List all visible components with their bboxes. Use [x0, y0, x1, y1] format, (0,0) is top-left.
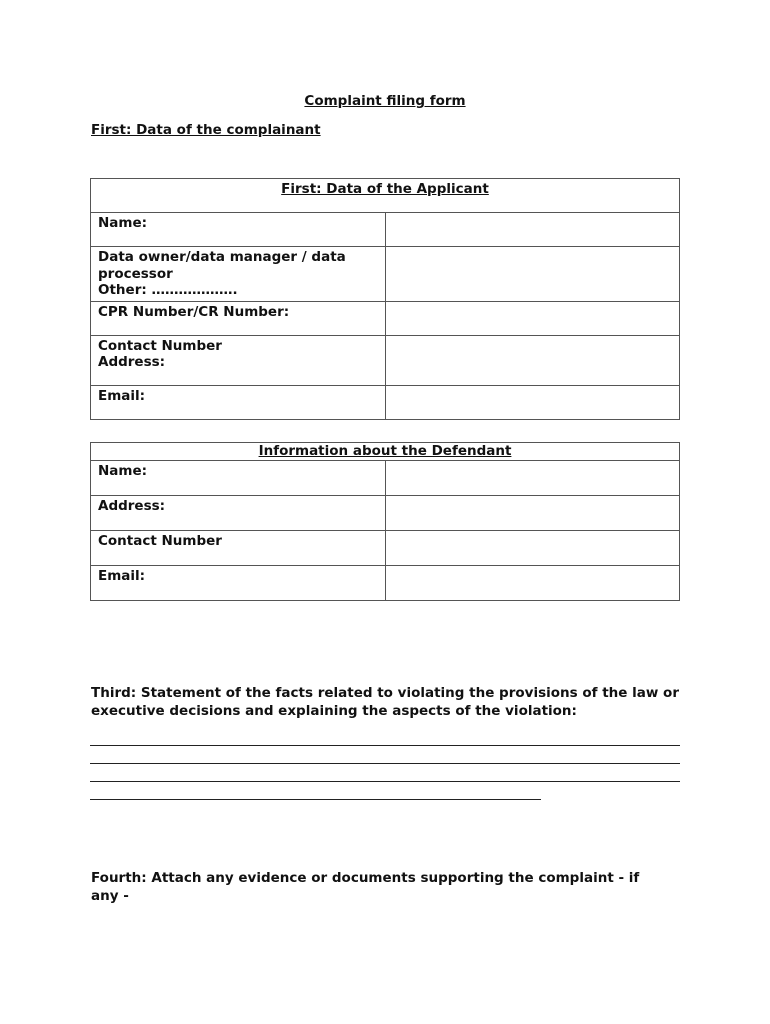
table-row	[91, 213, 680, 247]
defendant-table	[90, 442, 680, 601]
applicant-email-field[interactable]	[385, 385, 680, 419]
statement-line-1[interactable]	[90, 745, 680, 746]
table-row	[91, 565, 680, 600]
table-row	[91, 247, 680, 302]
table-row	[91, 385, 680, 419]
table-row	[91, 335, 680, 385]
section-third-heading: Third: Statement of the facts related to violating the provisions of the law or executive decisions and explaining the aspects of the violation:	[91, 685, 679, 719]
applicant-contact-field[interactable]	[385, 335, 680, 385]
applicant-role-field[interactable]	[385, 247, 680, 302]
applicant-cpr-label: CPR Number/CR Number:	[91, 301, 386, 335]
statement-line-3[interactable]	[90, 781, 680, 782]
applicant-contact-label: Contact Number Address:	[91, 335, 386, 385]
table-row	[91, 460, 680, 495]
applicant-table-header: First: Data of the Applicant	[91, 179, 680, 213]
form-title: Complaint filing form	[304, 93, 466, 109]
defendant-email-label: Email:	[91, 565, 386, 600]
applicant-name-label: Name:	[91, 213, 386, 247]
applicant-role-label: Data owner/data manager / data processor Other: ……………….	[91, 247, 386, 302]
defendant-name-field[interactable]	[385, 460, 680, 495]
section-first-heading: First: Data of the complainant	[91, 122, 321, 138]
defendant-contact-label: Contact Number	[91, 530, 386, 565]
table-row	[91, 301, 680, 335]
defendant-email-field[interactable]	[385, 565, 680, 600]
defendant-address-field[interactable]	[385, 495, 680, 530]
table-row	[91, 495, 680, 530]
defendant-table-header: Information about the Defendant	[91, 443, 680, 461]
applicant-table	[90, 178, 680, 420]
statement-line-2[interactable]	[90, 763, 680, 764]
section-fourth-heading: Fourth: Attach any evidence or documents supporting the complaint - if any -	[91, 870, 640, 904]
statement-line-4[interactable]	[90, 799, 541, 800]
defendant-contact-field[interactable]	[385, 530, 680, 565]
defendant-name-label: Name:	[91, 460, 386, 495]
defendant-address-label: Address:	[91, 495, 386, 530]
applicant-email-label: Email:	[91, 385, 386, 419]
table-row	[91, 530, 680, 565]
applicant-cpr-field[interactable]	[385, 301, 680, 335]
applicant-name-field[interactable]	[385, 213, 680, 247]
